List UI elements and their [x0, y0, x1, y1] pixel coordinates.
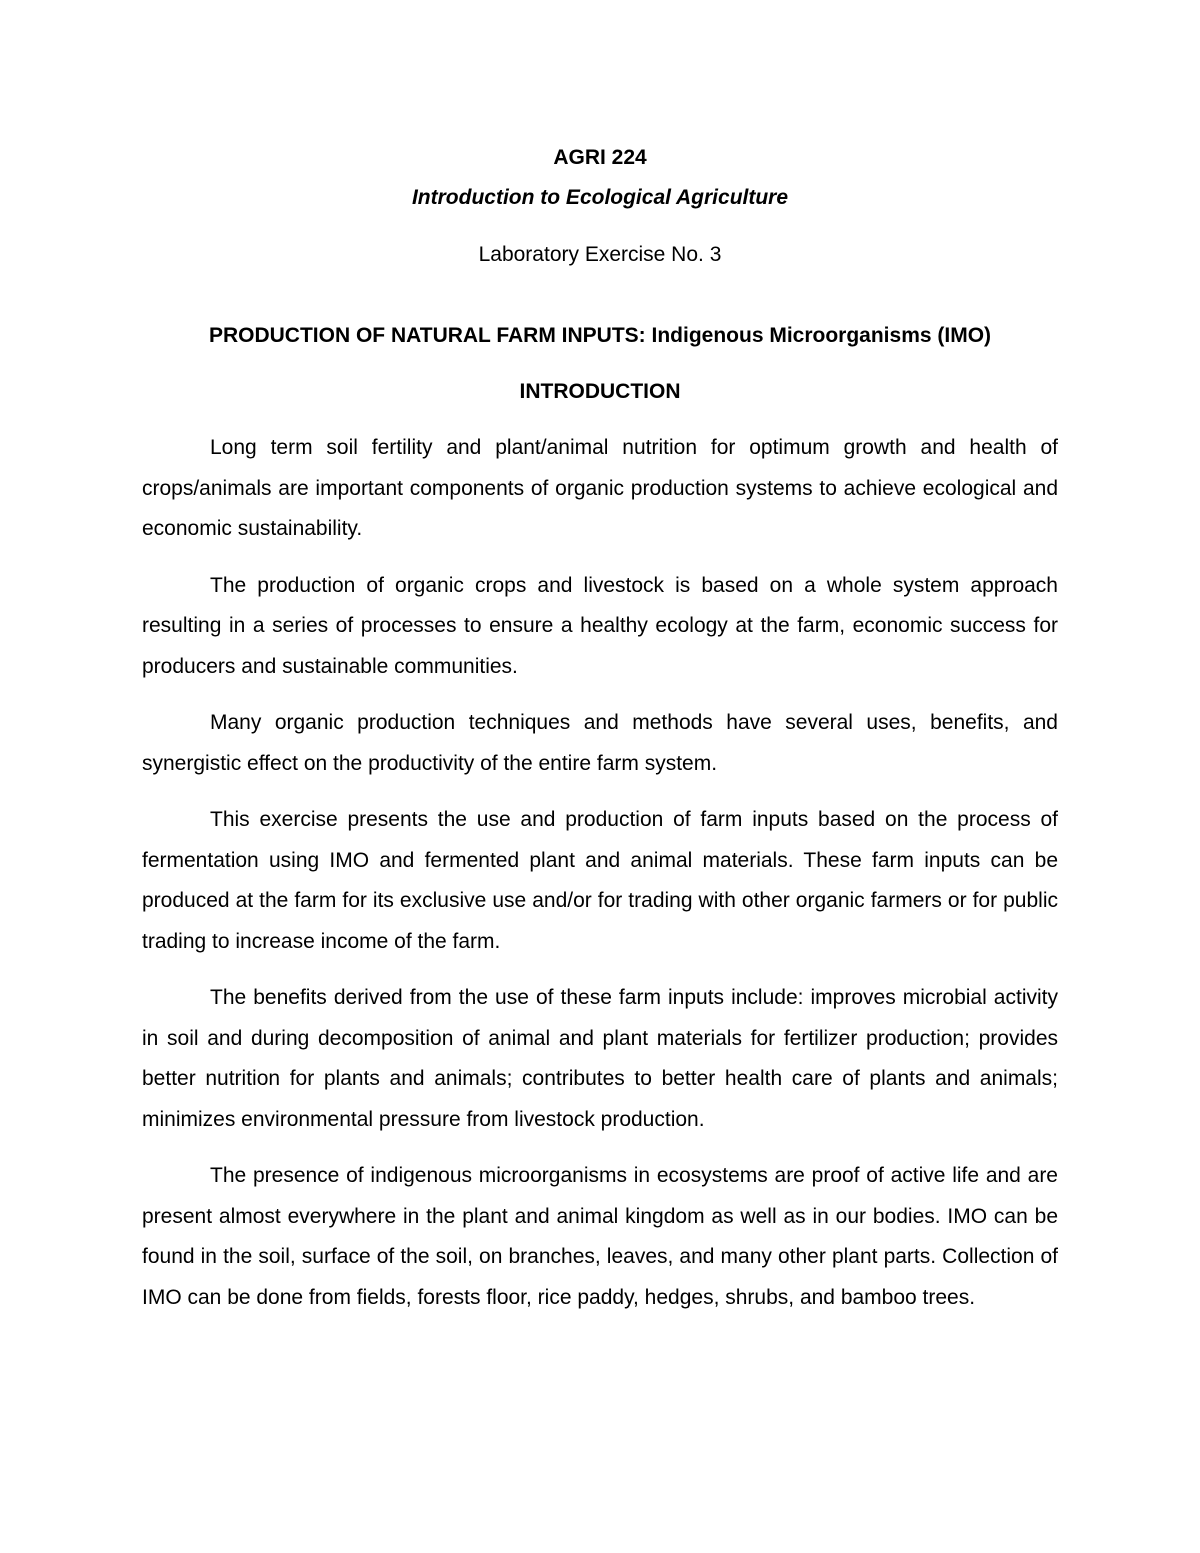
- section-heading: INTRODUCTION: [519, 380, 681, 403]
- paragraph: Many organic production techniques and methods have several uses, benefits, and synergistic effect on the productivity of the entire farm system.: [142, 711, 1058, 775]
- lab-exercise-label: Laboratory Exercise No. 3: [478, 243, 722, 266]
- paragraph: Long term soil fertility and plant/animal nutrition for optimum growth and health of crops/animals are important components of organic production systems to achieve ecological and economic sustainability.: [142, 436, 1058, 540]
- exercise-title: PRODUCTION OF NATURAL FARM INPUTS: Indigenous Microorganisms (IMO): [208, 324, 992, 347]
- paragraph: The benefits derived from the use of these farm inputs include: improves microbial activity in soil and during decomposition of animal and plant materials for fertilizer production; provides better nutrition for plants and animals; contributes to better health care of plants and animals; minimizes environmental pressure from livestock production.: [142, 986, 1058, 1131]
- course-code: AGRI 224: [553, 146, 647, 169]
- course-title: Introduction to Ecological Agriculture: [411, 186, 789, 209]
- paragraph: This exercise presents the use and production of farm inputs based on the process of fermentation using IMO and fermented plant and animal materials. These farm inputs can be produced at the farm for its exclusive use and/or for trading with other organic farmers or for public trading to increase income of the farm.: [142, 808, 1058, 953]
- paragraph: The production of organic crops and livestock is based on a whole system approach resulting in a series of processes to ensure a healthy ecology at the farm, economic success for producers and sustainable communities.: [142, 573, 1058, 678]
- document-page: [142, 138, 1058, 1334]
- paragraph: The presence of indigenous microorganisms in ecosystems are proof of active life and are present almost everywhere in the plant and animal kingdom as well as in our bodies. IMO can be found in the soil, surface of the soil, on branches, leaves, and many other plant parts. Collection of IMO can be done from fields, forests floor, rice paddy, hedges, shrubs, and bamboo trees.: [142, 1164, 1058, 1309]
